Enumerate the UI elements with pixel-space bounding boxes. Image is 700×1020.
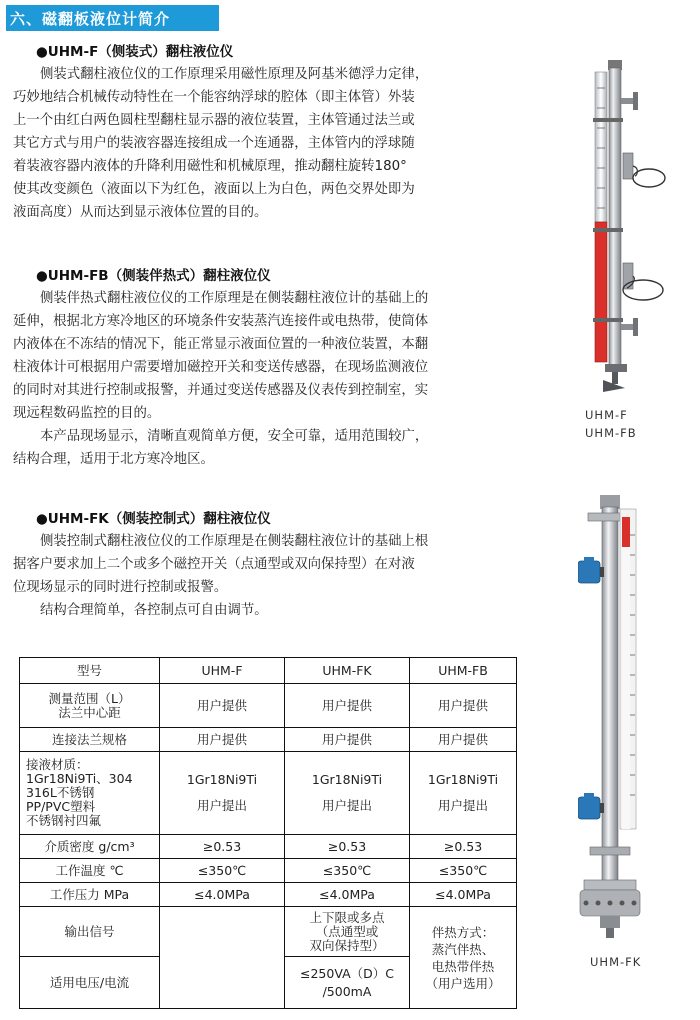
- material-value: 1Gr18Ni9Ti: [311, 772, 383, 787]
- voltage-line: /500mA: [322, 983, 372, 999]
- table-row-range: [20, 684, 517, 728]
- table-header-cell: UHM-F: [160, 658, 285, 684]
- material-note: 用户提出: [321, 798, 372, 813]
- text-line: 结构合理简单，各控制点可自由调节。: [40, 603, 268, 618]
- material-label-line: PP/PVC塑料: [26, 799, 96, 814]
- text-line: 的同时对其进行控制或报警，并通过变送传感器及仪表传到控制室，实: [13, 383, 429, 398]
- table-cell: ≤350℃: [160, 859, 285, 883]
- range-label-line: 法兰中心距: [58, 704, 121, 720]
- table-cell-empty: [160, 907, 285, 1009]
- table-label-cell: 介质密度 g/cm³: [20, 835, 160, 859]
- product-description-uhm-fk: [13, 530, 508, 622]
- table-row-material: [20, 752, 517, 835]
- table-row-flange: [20, 728, 517, 752]
- section-title: 六、磁翻板液位计简介: [10, 10, 171, 28]
- table-label-cell: [20, 752, 160, 835]
- text-line: 液面高度）从而达到显示液体位置的目的。: [13, 205, 268, 220]
- spec-table: [19, 657, 517, 1009]
- table-cell: ≤4.0MPa: [160, 883, 285, 907]
- material-label-line: 316L不锈钢: [26, 785, 95, 800]
- table-row-pressure: [20, 883, 517, 907]
- caption-uhm-fb: UHM-FB: [585, 426, 637, 440]
- table-header-cell: 型号: [20, 658, 160, 684]
- table-row-header: [20, 658, 517, 684]
- material-label-line: 接液材质：: [26, 757, 89, 772]
- uhm-fk-product-image: [578, 495, 688, 945]
- product-heading-uhm-fk: ●UHM-FK（侧装控制式）翻柱液位仪: [36, 511, 271, 527]
- table-label-cell: [20, 684, 160, 728]
- table-cell: [410, 907, 517, 1009]
- text-line: 侧装伴热式翻柱液位仪的工作原理是在侧装翻柱液位计的基础上的: [40, 291, 429, 306]
- material-note: 用户提出: [437, 798, 488, 813]
- table-cell: 用户提供: [410, 684, 517, 728]
- section-title-bar: [6, 5, 219, 31]
- output-line: 双向保持型）: [309, 937, 385, 953]
- table-cell: [285, 752, 410, 835]
- text-line: 其它方式与用户的装液容器连接组成一个连通器，主体管内的浮球随: [13, 136, 415, 151]
- text-line: 侧装控制式翻柱液位仪的工作原理是在侧装翻柱液位计的基础上根: [40, 534, 429, 549]
- heating-line: 蒸汽伴热、: [431, 941, 495, 957]
- table-cell: ≥0.53: [410, 835, 517, 859]
- material-note: 用户提出: [196, 798, 247, 813]
- table-cell: ≥0.53: [160, 835, 285, 859]
- text-line: 使其改变颜色（液面以下为红色，液面以上为白色，两色交界处即为: [13, 182, 415, 197]
- table-cell: 用户提供: [285, 684, 410, 728]
- table-header-cell: UHM-FB: [410, 658, 517, 684]
- heating-line: 电热带伴热: [431, 958, 495, 974]
- product-heading-uhm-fb: ●UHM-FB（侧装伴热式）翻柱液位仪: [36, 268, 271, 284]
- table-cell: ≤4.0MPa: [410, 883, 517, 907]
- uhm-f-product-image: [575, 58, 675, 398]
- text-line: 巧妙地结合机械传动特性在一个能容纳浮球的腔体（即主体管）外装: [13, 90, 415, 105]
- product-description-uhm-fb: [13, 287, 508, 471]
- table-row-output: [20, 907, 517, 957]
- text-line: 位现场显示的同时进行控制或报警。: [13, 580, 228, 595]
- output-line: （点通型或: [315, 923, 379, 939]
- table-cell: ≤350℃: [285, 859, 410, 883]
- material-value: 1Gr18Ni9Ti: [186, 772, 258, 787]
- text-line: 结构合理，适用于北方寒冷地区。: [13, 452, 214, 467]
- table-cell: ≤4.0MPa: [285, 883, 410, 907]
- table-row-temperature: [20, 859, 517, 883]
- table-cell: 用户提供: [160, 684, 285, 728]
- table-cell: ≥0.53: [285, 835, 410, 859]
- text-line: 现远程数码监控的目的。: [13, 406, 161, 421]
- table-label-cell: 工作压力 MPa: [20, 883, 160, 907]
- text-line: 据客户要求加上二个或多个磁控开关（点通型或双向保持型）在对液: [13, 557, 415, 572]
- table-cell: [285, 907, 410, 957]
- caption-uhm-f: UHM-F: [585, 408, 628, 422]
- table-cell: [285, 957, 410, 1009]
- table-cell: [410, 752, 517, 835]
- table-label-cell: 连接法兰规格: [20, 728, 160, 752]
- text-line: 侧装式翻柱液位仪的工作原理采用磁性原理及阿基米德浮力定律，: [40, 67, 429, 82]
- product-description-uhm-f: [13, 63, 508, 224]
- text-line: 本产品现场显示，清晰直观简单方便，安全可靠，适用范围较广，: [40, 429, 429, 444]
- text-line: 上一个由红白两色圆柱型翻柱显示器的液位装置，主体管通过法兰或: [13, 113, 415, 128]
- table-cell: 用户提供: [285, 728, 410, 752]
- text-line: 着装液容器内液体的升降利用磁性和机械原理，推动翻柱旋转180°: [13, 159, 407, 174]
- table-row-density: [20, 835, 517, 859]
- material-label-line: 1Gr18Ni9Ti、304: [26, 771, 133, 786]
- caption-uhm-fk: UHM-FK: [590, 955, 642, 969]
- table-label-cell: 适用电压/电流: [20, 957, 160, 1009]
- material-value: 1Gr18Ni9Ti: [427, 772, 499, 787]
- output-line: 上下限或多点: [309, 909, 385, 925]
- range-label-line: 测量范围（L）: [48, 690, 131, 706]
- table-header-cell: UHM-FK: [285, 658, 410, 684]
- table-cell: 用户提供: [160, 728, 285, 752]
- text-line: 延伸，根据北方寒冷地区的环境条件安装蒸汽连接件或电热带，使筒体: [13, 314, 429, 329]
- heating-line: （用户选用）: [425, 975, 501, 991]
- text-line: 柱液体计可根据用户需要增加磁控开关和变送传感器，在现场监测液位: [13, 360, 429, 375]
- heating-line: 伴热方式：: [431, 924, 495, 940]
- table-label-cell: 工作温度 ℃: [20, 859, 160, 883]
- voltage-line: ≤250VA（D）C: [300, 965, 394, 981]
- table-cell: 用户提供: [410, 728, 517, 752]
- table-cell: ≤350℃: [410, 859, 517, 883]
- material-label-line: 不锈钢衬四氟: [26, 813, 102, 828]
- product-heading-uhm-f: ●UHM-F（侧装式）翻柱液位仪: [36, 44, 234, 60]
- text-line: 内液体在不冻结的情况下，能正常显示液面位置的一种液位装置，本翻: [13, 337, 429, 352]
- table-cell: [160, 752, 285, 835]
- table-label-cell: 输出信号: [20, 907, 160, 957]
